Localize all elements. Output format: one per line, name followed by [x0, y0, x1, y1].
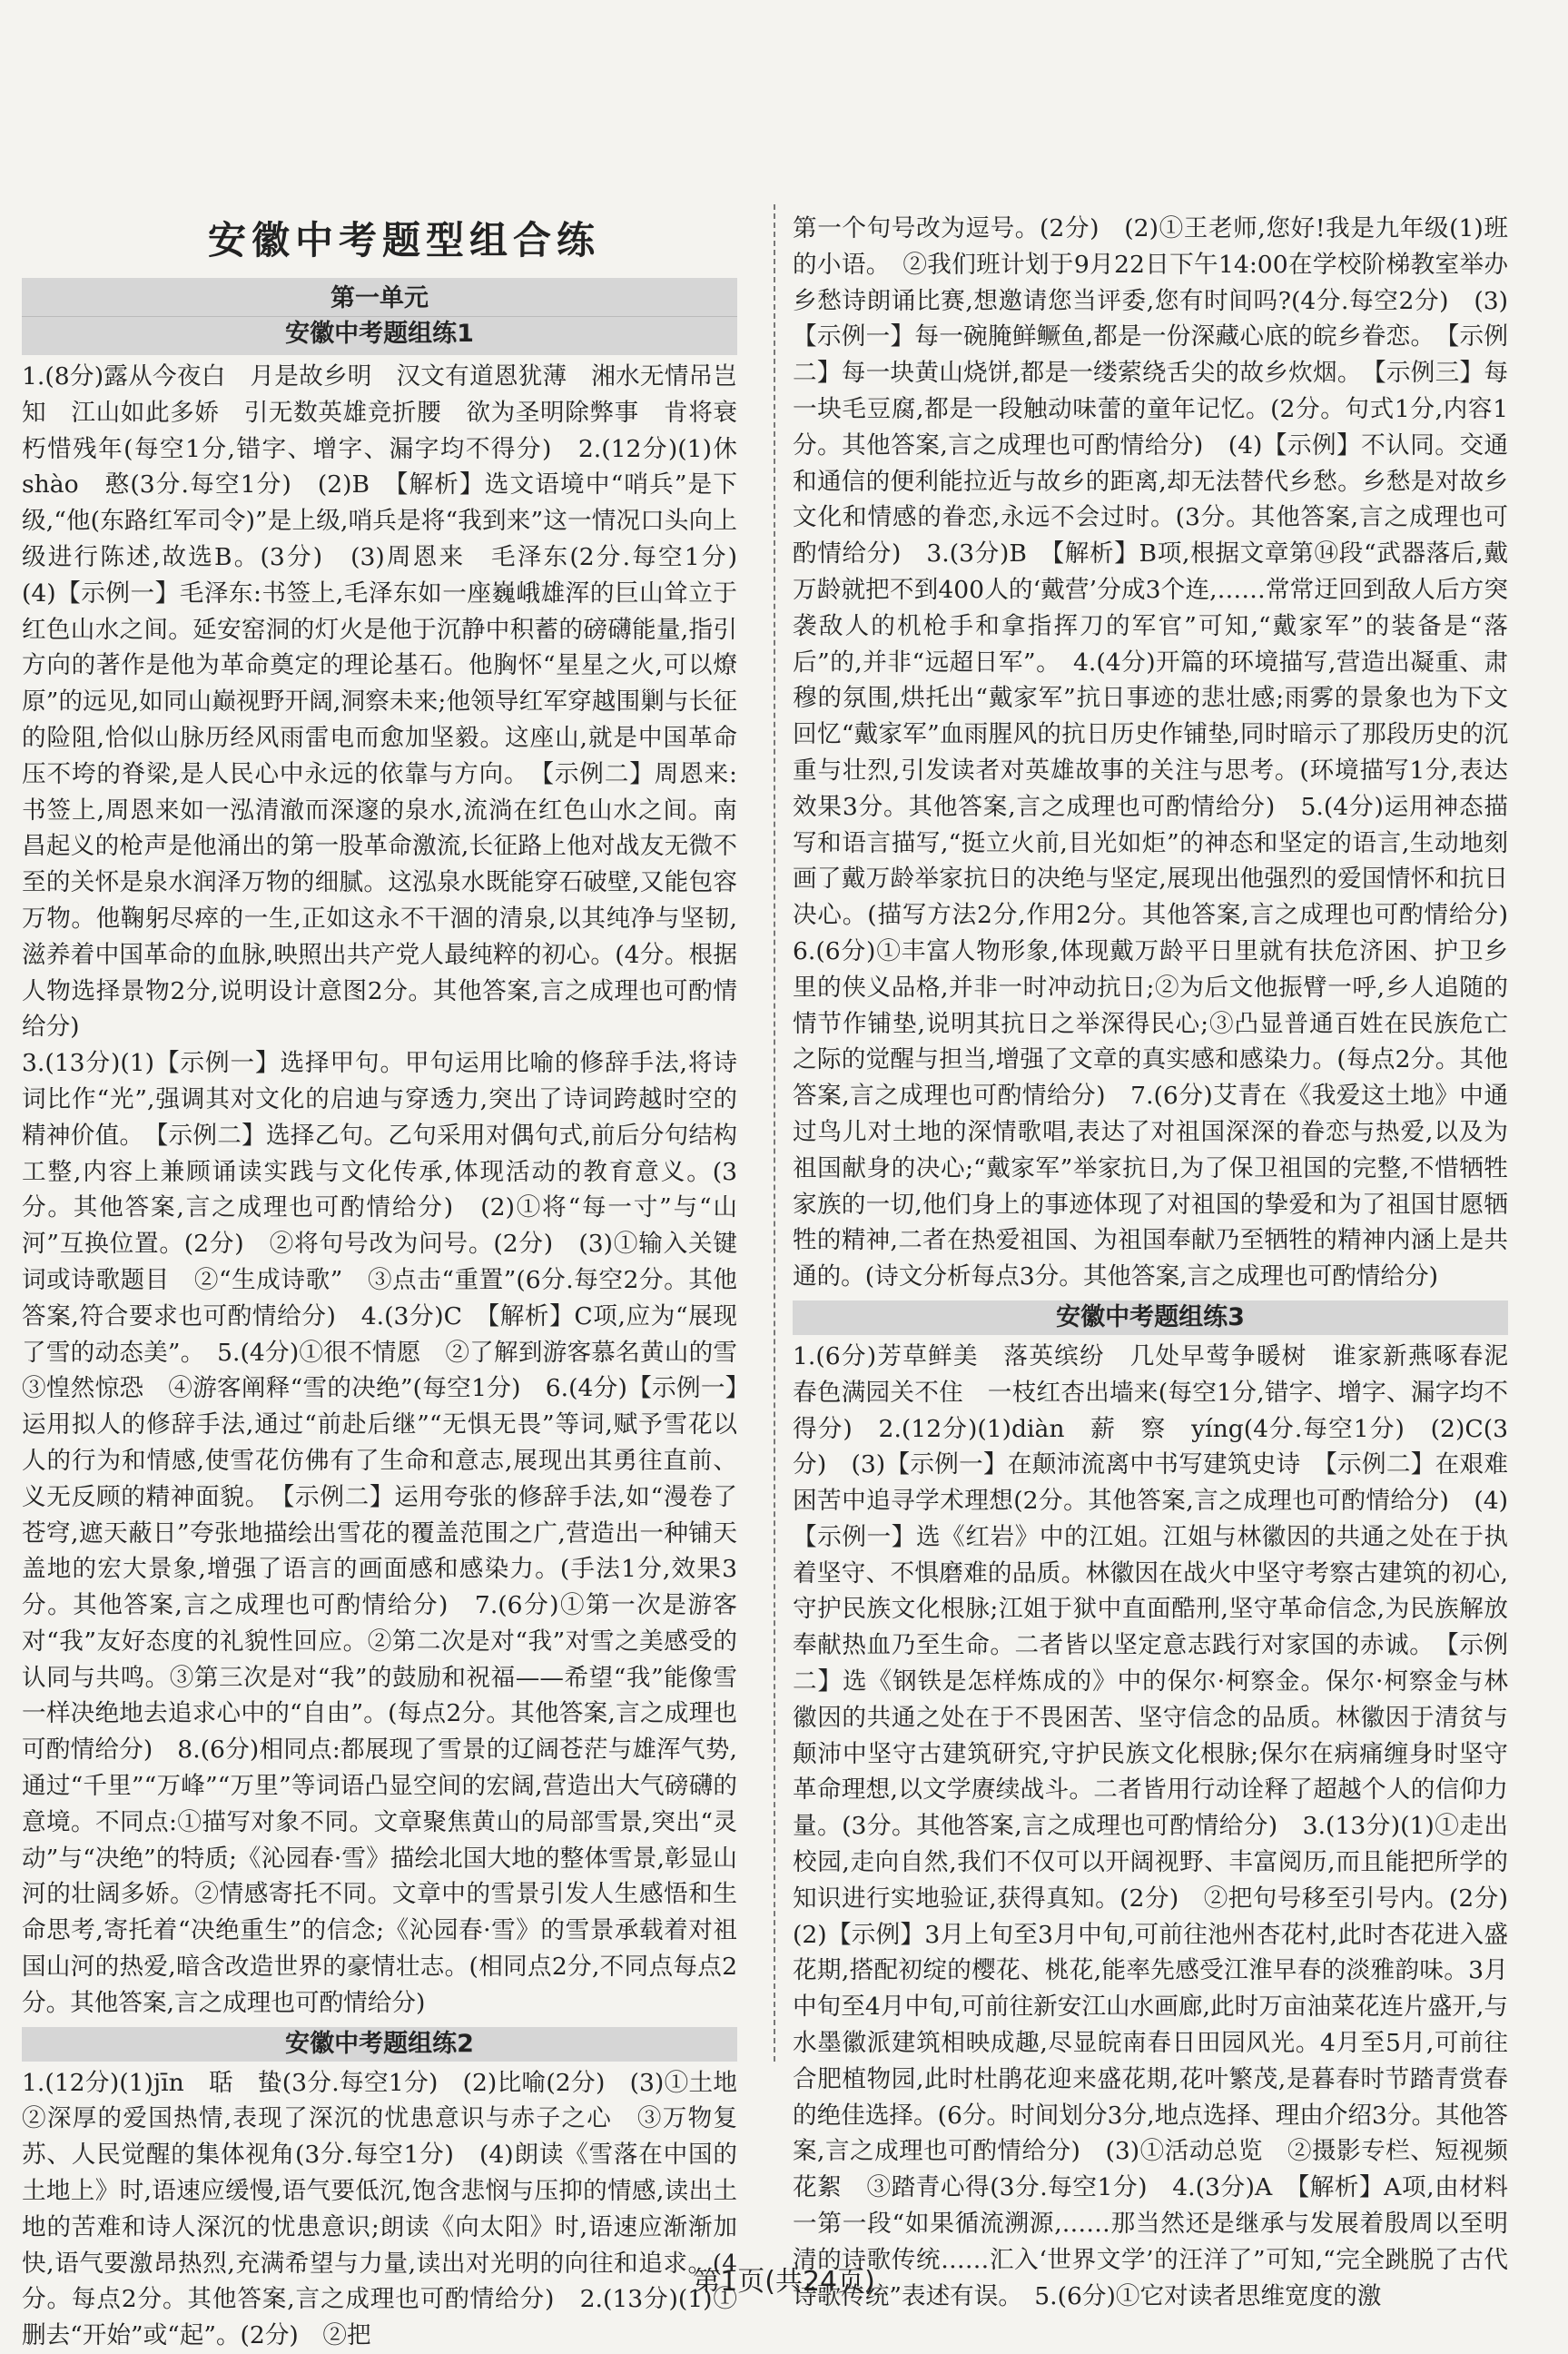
- unit-header: [22, 278, 737, 355]
- set1-title: 安徽中考题组练1: [285, 320, 474, 348]
- set2-answers: 1.(12分)(1)jīn 聒 蛰(3分.每空1分) (2)比喻(2分) (3)①土地 ②深厚的爱国热情,表现了深沉的忧患意识与赤子之心 ③万物复苏、人民觉醒的集体视角(3分.每空1分) (4)朗读《雪落在中国的土地上》时,语速应缓慢,语气要低沉,饱含悲悯与压抑的情感,读出土地的苦难和诗人深沉的忧患意识;朗读《向太阳》时,语速应渐渐加快,语气要激昂热烈,充满希望与力量,读出对光明的向往和追求。(4分。每点2分。其他答案,言之成理也可酌情给分) 2.(13分)(1)①删去“开始”或“起”。(2分) ②把: [22, 2068, 762, 2350]
- column-divider: [774, 204, 775, 2062]
- set3-header: 安徽中考题组练3: [793, 1301, 1508, 1335]
- page-number: 第1页(共24页): [693, 2266, 875, 2298]
- set2-header: 安徽中考题组练2: [22, 2027, 737, 2062]
- set1-answers-cont: 3.(13分)(1)【示例一】选择甲句。甲句运用比喻的修辞手法,将诗词比作“光”,强调其对文化的启迪与穿透力,突出了诗词跨越时空的精神价值。 【示例二】选择乙句。乙句采用对偶句式,前后分句结构工整,内容上兼顾诵读实践与文化传承,体现活动的教育意义。(3分。其他答案,言之成理也可酌情给分) (2)①将“每一寸”与“山河”互换位置。(2分) ②将句号改为问号。(2分) (3)①输入关键词或诗歌题目 ②“生成诗歌” ③点击“重置”(6分.每空2分。其他答案,符合要求也可酌情给分) 4.(3分)C 【解析】C项,应为“展现了雪的动态美”。 5.(4分)①很不情愿 ②了解到游客慕名黄山的雪 ③惶然惊恐 ④游客阐释“雪的决绝”(每空1分) 6.(4分)【示例一】运用拟人的修辞手法,通过“前赴后继”“无惧无畏”等词,赋予雪花以人的行为和情感,使雪花仿佛有了生命和意志,展现出其勇往直前、义无反顾的精神面貌。 【示例二】运用夸张的修辞手法,如“漫卷了苍穹,遮天蔽日”夸张地描绘出雪花的覆盖范围之广,营造出一种铺天盖地的宏大景象,增强了语言的画面感和感染力。(手法1分,效果3分。其他答案,言之成理也可酌情给分) 7.(6分)①第一次是游客对“我”友好态度的礼貌性回应。②第二次是对“我”对雪之美感受的认同与共鸣。③第三次是对“我”的鼓励和祝福——希望“我”能像雪一样决绝地去追求心中的“自由”。(每点2分。其他答案,言之成理也可酌情给分) 8.(6分)相同点:都展现了雪景的辽阔苍茫与雄浑气势,通过“千里”“万峰”“万里”等词语凸显空间的宏阔,营造出大气磅礴的意境。不同点:①描写对象不同。文章聚焦黄山的局部雪景,突出“灵动”与“决绝”的特质;《沁园春·雪》描绘北国大地的整体雪景,彰显山河的壮阔多娇。②情感寄托不同。文章中的雪景引发人生感悟和生命思考,寄托着“决绝重生”的信念;《沁园春·雪》的雪景承载着对祖国山河的热爱,暗含改造世界的豪情壮志。(相同点2分,不同点每点2分。其他答案,言之成理也可酌情给分): [22, 1049, 762, 2017]
- set2-answers-cont: 第一个句号改为逗号。(2分) (2)①王老师,您好!我是九年级(1)班的小语。 ②我们班计划于9月22日下午14:00在学校阶梯教室举办乡愁诗朗诵比赛,想邀请您当评委,您有时间吗?(4分.每空2分) (3)【示例一】每一碗腌鲜鳜鱼,都是一份深藏心底的皖乡眷恋。 【示例二】每一块黄山烧饼,都是一缕萦绕舌尖的故乡炊烟。 【示例三】每一块毛豆腐,都是一段触动味蕾的童年记忆。(2分。句式1分,内容1分。其他答案,言之成理也可酌情给分) (4)【示例】不认同。交通和通信的便利能拉近与故乡的距离,却无法替代乡愁。乡愁是对故乡文化和情感的眷恋,永远不会过时。(3分。其他答案,言之成理也可酌情给分) 3.(3分)B 【解析】B项,根据文章第⑭段“武器落后,戴万龄就把不到400人的‘戴营’分成3个连,……常常迂回到敌人后方突袭敌人的机枪手和拿指挥刀的军官”可知,“戴家军”的装备是“落后”的,并非“远超日军”。 4.(4分)开篇的环境描写,营造出凝重、肃穆的氛围,烘托出“戴家军”抗日事迹的悲壮感;雨雾的景象也为下文回忆“戴家军”血雨腥风的抗日历史作铺垫,同时暗示了那段历史的沉重与壮烈,引发读者对英雄故事的关注与思考。(环境描写1分,表达效果3分。其他答案,言之成理也可酌情给分) 5.(4分)运用神态描写和语言描写,“挺立火前,目光如炬”的神态和坚定的语言,生动地刻画了戴万龄举家抗日的决绝与坚定,展现出他强烈的爱国情怀和抗日决心。(描写方法2分,作用2分。其他答案,言之成理也可酌情给分) 6.(6分)①丰富人物形象,体现戴万龄平日里就有扶危济困、护卫乡里的侠义品格,并非一时冲动抗日;②为后文他振臂一呼,乡人追随的情节作铺垫,说明其抗日之举深得民心;③凸显普通百姓在民族危亡之际的觉醒与担当,增强了文章的真实感和感染力。(每点2分。其他答案,言之成理也可酌情给分) 7.(6分)艾青在《我爱这土地》中通过鸟儿对土地的深情歌唱,表达了对祖国深深的眷恋与热爱,以及为祖国献身的决心;“戴家军”举家抗日,为了保卫祖国的完整,不惜牺牲家族的一切,他们身上的事迹体现了对祖国的挚爱和为了祖国甘愿牺牲的精神,二者在热爱祖国、为祖国奉献乃至牺牲的精神内涵上是共通的。(诗文分析每点3分。其他答案,言之成理也可酌情给分): [793, 214, 1533, 1291]
- set1-answers: 1.(8分)露从今夜白 月是故乡明 汉文有道恩犹薄 湘水无情吊岂知 江山如此多娇 引无数英雄竞折腰 欲为圣明除弊事 肯将衰朽惜残年(每空1分,错字、增字、漏字均不得分) 2.(12分)(1)休 shào 憨(3分.每空1分) (2)B 【解析】选文语境中“哨兵”是下级,“他(东路红军司令)”是上级,哨兵是将“我到来”这一情况口头向上级进行陈述,故选B。(3分) (3)周恩来 毛泽东(2分.每空1分) (4)【示例一】毛泽东:书签上,毛泽东如一座巍峨雄浑的巨山耸立于红色山水之间。延安窑洞的灯火是他于沉静中积蓄的磅礴能量,指引方向的著作是他为革命奠定的理论基石。他胸怀“星星之火,可以燎原”的远见,如同山巅视野开阔,洞察未来;他领导红军穿越围剿与长征的险阻,恰似山脉历经风雨雷电而愈加坚毅。这座山,就是中国革命压不垮的脊梁,是人民心中永远的依靠与方向。 【示例二】周恩来:书签上,周恩来如一泓清澈而深邃的泉水,流淌在红色山水之间。南昌起义的枪声是他涌出的第一股革命激流,长征路上他对战友无微不至的关怀是泉水润泽万物的细腻。这泓泉水既能穿石破壁,又能包容万物。他鞠躬尽瘁的一生,正如这永不干涸的清泉,以其纯净与坚韧,滋养着中国革命的血脉,映照出共产党人最纯粹的初心。(4分。根据人物选择景物2分,说明设计意图2分。其他答案,言之成理也可酌情给分): [22, 362, 762, 1042]
- page-title: 安徽中考题型组合练: [207, 218, 600, 262]
- right-column: [793, 211, 1533, 2314]
- left-column: [22, 272, 762, 2354]
- set3-answers: 1.(6分)芳草鲜美 落英缤纷 几处早莺争暖树 谁家新燕啄春泥 春色满园关不住 一枝红杏出墙来(每空1分,错字、增字、漏字均不得分) 2.(12分)(1)diàn 薪 察 yíng(4分.每空1分) (2)C(3分) (3)【示例一】在颠沛流离中书写建筑史诗 【示例二】在艰难困苦中追寻学术理想(2分。其他答案,言之成理也可酌情给分) (4)【示例一】选《红岩》中的江姐。江姐与林徽因的共通之处在于执着坚守、不惧磨难的品质。林徽因在战火中坚守考察古建筑的初心,守护民族文化根脉;江姐于狱中直面酷刑,坚守革命信念,为民族解放奉献热血乃至生命。二者皆以坚定意志践行对家国的赤诚。 【示例二】选《钢铁是怎样炼成的》中的保尔·柯察金。保尔·柯察金与林徽因的共通之处在于不畏困苦、坚守信念的品质。林徽因于清贫与颠沛中坚守古建筑研究,守护民族文化根脉;保尔在病痛缠身时坚守革命理想,以文学赓续战斗。二者皆用行动诠释了超越个人的信仰力量。(3分。其他答案,言之成理也可酌情给分) 3.(13分)(1)①走出校园,走向自然,我们不仅可以开阔视野、丰富阅历,而且能把所学的知识进行实地验证,获得真知。(2分) ②把句号移至引号内。(2分) (2)【示例】3月上旬至3月中旬,可前往池州杏花村,此时杏花进入盛花期,搭配初绽的樱花、桃花,能率先感受江淮早春的淡雅韵味。3月中旬至4月中旬,可前往新安江山水画廊,此时万亩油菜花连片盛开,与水墨徽派建筑相映成趣,尽显皖南春日田园风光。4月至5月,可前往合肥植物园,此时杜鹃花迎来盛花期,花叶繁茂,是暮春时节踏青赏春的绝佳选择。(6分。时间划分3分,地点选择、理由介绍3分。其他答案,言之成理也可酌情给分) (3)①活动总览 ②摄影专栏、短视频花絮 ③踏青心得(3分.每空1分) 4.(3分)A 【解析】A项,由材料一第一段“如果循流溯源,……那当然还是继承与发展着殷周以至明清的诗歌传统……汇入‘世界文学’的汪洋了”可知,“完全跳脱了古代诗歌传统”表述有误。 5.(6分)①它对读者思维宽度的激: [793, 1341, 1533, 2310]
- unit-title: 第一单元: [22, 282, 737, 317]
